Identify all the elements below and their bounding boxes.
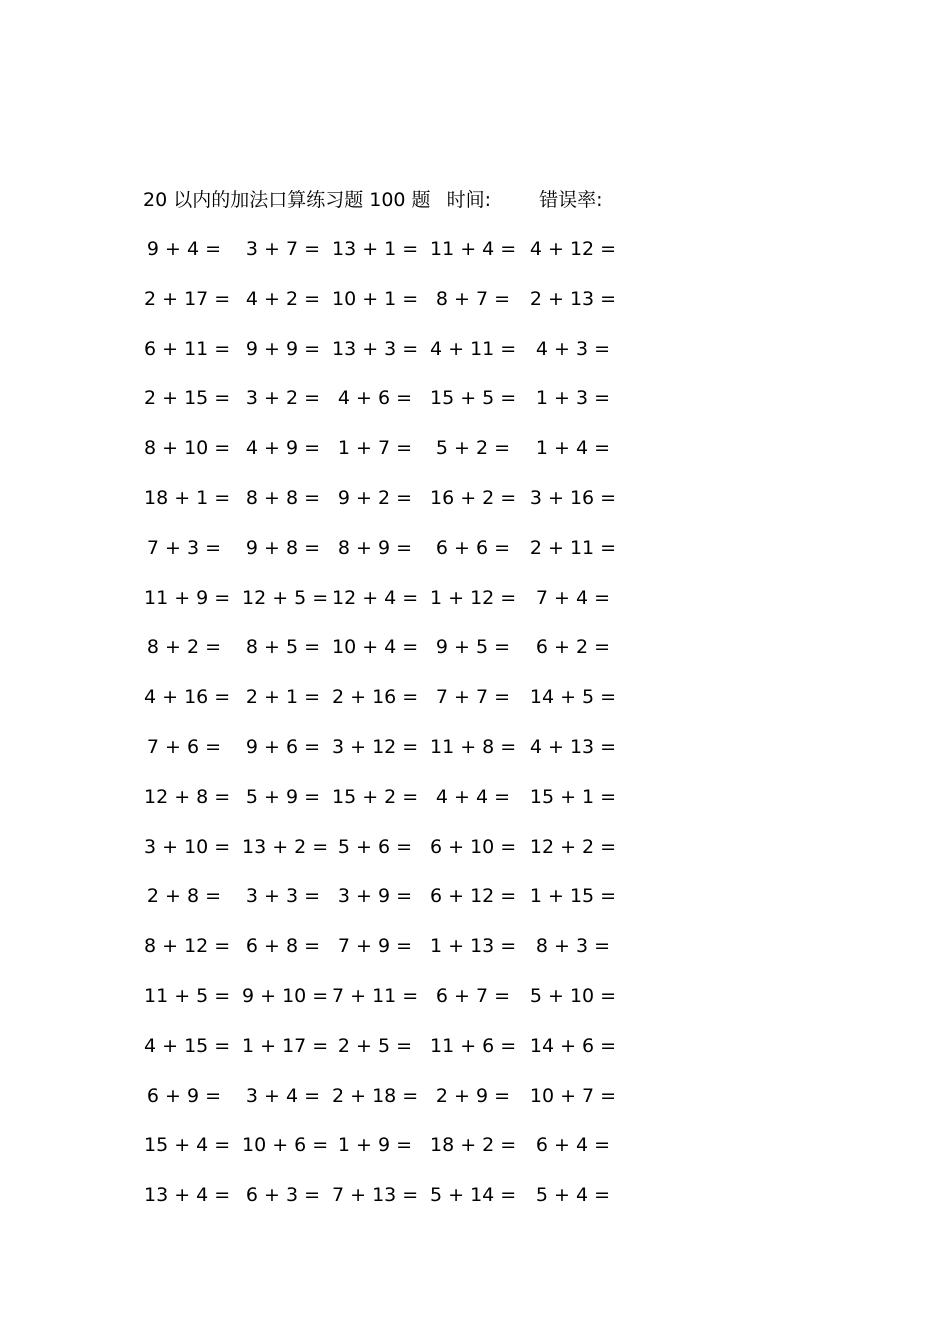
- problem-item: 10 + 1 =: [332, 287, 419, 310]
- problem-item: 6 + 11 =: [144, 337, 231, 360]
- problem-row: [140, 334, 640, 384]
- problem-row: [140, 1031, 640, 1081]
- problem-item: 11 + 4 =: [430, 238, 517, 260]
- problem-item: 5 + 2 =: [435, 437, 511, 460]
- problem-item: 13 + 4 =: [144, 1184, 231, 1207]
- problem-item: 4 + 4 =: [435, 785, 511, 808]
- problem-item: 4 + 6 =: [337, 387, 413, 410]
- problem-item: 9 + 9 =: [245, 337, 321, 360]
- problem-row: [140, 433, 640, 483]
- problem-item: 8 + 12 =: [144, 935, 231, 958]
- problem-item: 12 + 2 =: [529, 835, 617, 858]
- problem-row: [140, 383, 640, 433]
- problem-item: 8 + 10 =: [144, 437, 231, 460]
- problem-item: 1 + 17 =: [242, 1034, 329, 1057]
- problem-item: 9 + 4 =: [146, 238, 222, 260]
- problem-item: 3 + 9 =: [337, 885, 413, 908]
- problem-item: 2 + 17 =: [144, 287, 231, 310]
- problem-item: 12 + 5 =: [242, 586, 329, 609]
- problem-item: 1 + 7 =: [337, 437, 413, 460]
- problem-item: 3 + 7 =: [245, 238, 321, 260]
- problem-item: 3 + 4 =: [245, 1084, 321, 1107]
- problem-item: 4 + 2 =: [245, 287, 321, 310]
- worksheet-title: 20 以内的加法口算练习题 100 题: [143, 189, 431, 211]
- problem-item: 2 + 5 =: [337, 1034, 413, 1057]
- problem-item: 5 + 9 =: [245, 785, 321, 808]
- problem-item: 6 + 12 =: [430, 885, 517, 908]
- problem-item: 6 + 3 =: [245, 1184, 321, 1207]
- problem-item: 10 + 7 =: [529, 1084, 617, 1107]
- problem-item: 1 + 3 =: [535, 387, 611, 410]
- problem-item: 2 + 16 =: [332, 686, 419, 709]
- problem-item: 10 + 4 =: [332, 636, 419, 659]
- problem-item: 8 + 9 =: [337, 536, 413, 559]
- problem-item: 11 + 5 =: [144, 984, 231, 1007]
- problem-item: 18 + 1 =: [144, 486, 231, 509]
- error-rate-label: 错误率:: [539, 189, 603, 211]
- problem-item: 16 + 2 =: [430, 486, 517, 509]
- problem-item: 5 + 10 =: [529, 984, 617, 1007]
- problem-item: 13 + 3 =: [332, 337, 419, 360]
- problem-item: 2 + 11 =: [529, 536, 617, 559]
- problem-item: 6 + 10 =: [430, 835, 517, 858]
- problem-row: [140, 284, 640, 334]
- problem-item: 8 + 5 =: [245, 636, 321, 659]
- problem-item: 15 + 4 =: [144, 1134, 231, 1157]
- problem-item: 4 + 16 =: [144, 686, 231, 709]
- problem-item: 7 + 9 =: [337, 935, 413, 958]
- problem-item: 9 + 10 =: [242, 984, 329, 1007]
- problem-item: 3 + 16 =: [529, 486, 617, 509]
- problem-item: 5 + 4 =: [535, 1184, 611, 1207]
- problem-row: [140, 881, 640, 931]
- problem-item: 7 + 11 =: [332, 984, 419, 1007]
- problem-item: 11 + 6 =: [430, 1034, 517, 1057]
- problem-item: 6 + 2 =: [535, 636, 611, 659]
- problem-item: 6 + 7 =: [435, 984, 511, 1007]
- problem-item: 4 + 9 =: [245, 437, 321, 460]
- problem-item: 3 + 12 =: [332, 735, 419, 758]
- problem-item: 1 + 4 =: [535, 437, 611, 460]
- problem-item: 14 + 6 =: [529, 1034, 617, 1057]
- problem-row: [140, 782, 640, 832]
- problem-item: 9 + 8 =: [245, 536, 321, 559]
- problem-item: 7 + 6 =: [146, 735, 222, 758]
- problem-item: 10 + 6 =: [242, 1134, 329, 1157]
- problem-item: 6 + 6 =: [435, 536, 511, 559]
- worksheet-header: [143, 186, 602, 214]
- problem-row: [140, 483, 640, 533]
- problem-item: 13 + 2 =: [242, 835, 329, 858]
- problem-item: 11 + 8 =: [430, 735, 517, 758]
- problem-row: [140, 931, 640, 981]
- problem-row: [140, 1180, 640, 1230]
- problem-item: 13 + 1 =: [332, 238, 419, 260]
- problem-item: 1 + 9 =: [337, 1134, 413, 1157]
- problem-item: 4 + 15 =: [144, 1034, 231, 1057]
- problem-item: 7 + 3 =: [146, 536, 222, 559]
- problem-item: 8 + 2 =: [146, 636, 222, 659]
- problem-item: 6 + 4 =: [535, 1134, 611, 1157]
- problem-row: [140, 1130, 640, 1180]
- problem-row: [140, 533, 640, 583]
- problem-item: 1 + 13 =: [430, 935, 517, 958]
- problem-row: [140, 732, 640, 782]
- problem-item: 3 + 10 =: [144, 835, 231, 858]
- problem-item: 7 + 4 =: [535, 586, 611, 609]
- problem-item: 1 + 15 =: [529, 885, 617, 908]
- problem-item: 12 + 8 =: [144, 785, 231, 808]
- problem-item: 4 + 3 =: [535, 337, 611, 360]
- problem-row: [140, 583, 640, 633]
- problem-item: 14 + 5 =: [529, 686, 617, 709]
- problem-item: 11 + 9 =: [144, 586, 231, 609]
- problem-item: 8 + 8 =: [245, 486, 321, 509]
- problem-item: 15 + 2 =: [332, 785, 419, 808]
- problem-item: 15 + 5 =: [430, 387, 517, 410]
- problem-item: 7 + 13 =: [332, 1184, 419, 1207]
- problem-item: 2 + 13 =: [529, 287, 617, 310]
- problem-grid: [140, 234, 640, 1230]
- problem-item: 1 + 12 =: [430, 586, 517, 609]
- problem-row: [140, 981, 640, 1031]
- problem-item: 6 + 8 =: [245, 935, 321, 958]
- problem-item: 18 + 2 =: [430, 1134, 517, 1157]
- problem-item: 4 + 11 =: [430, 337, 517, 360]
- problem-item: 12 + 4 =: [332, 586, 419, 609]
- problem-item: 8 + 7 =: [435, 287, 511, 310]
- problem-item: 5 + 6 =: [337, 835, 413, 858]
- problem-item: 2 + 9 =: [435, 1084, 511, 1107]
- problem-item: 4 + 13 =: [529, 735, 617, 758]
- problem-item: 9 + 5 =: [435, 636, 511, 659]
- problem-item: 3 + 3 =: [245, 885, 321, 908]
- problem-item: 8 + 3 =: [535, 935, 611, 958]
- problem-item: 7 + 7 =: [435, 686, 511, 709]
- problem-item: 2 + 1 =: [245, 686, 321, 709]
- problem-item: 9 + 2 =: [337, 486, 413, 509]
- problem-row: [140, 1081, 640, 1131]
- problem-item: 4 + 12 =: [529, 238, 617, 260]
- problem-item: 6 + 9 =: [146, 1084, 222, 1107]
- problem-item: 2 + 8 =: [146, 885, 222, 908]
- problem-row: [140, 632, 640, 682]
- problem-row: [140, 832, 640, 882]
- problem-item: 9 + 6 =: [245, 735, 321, 758]
- problem-item: 5 + 14 =: [430, 1184, 517, 1207]
- problem-item: 15 + 1 =: [529, 785, 617, 808]
- problem-row: [140, 682, 640, 732]
- problem-item: 2 + 18 =: [332, 1084, 419, 1107]
- problem-item: 3 + 2 =: [245, 387, 321, 410]
- problem-item: 2 + 15 =: [144, 387, 231, 410]
- time-label: 时间:: [446, 189, 492, 211]
- problem-row: [140, 234, 640, 284]
